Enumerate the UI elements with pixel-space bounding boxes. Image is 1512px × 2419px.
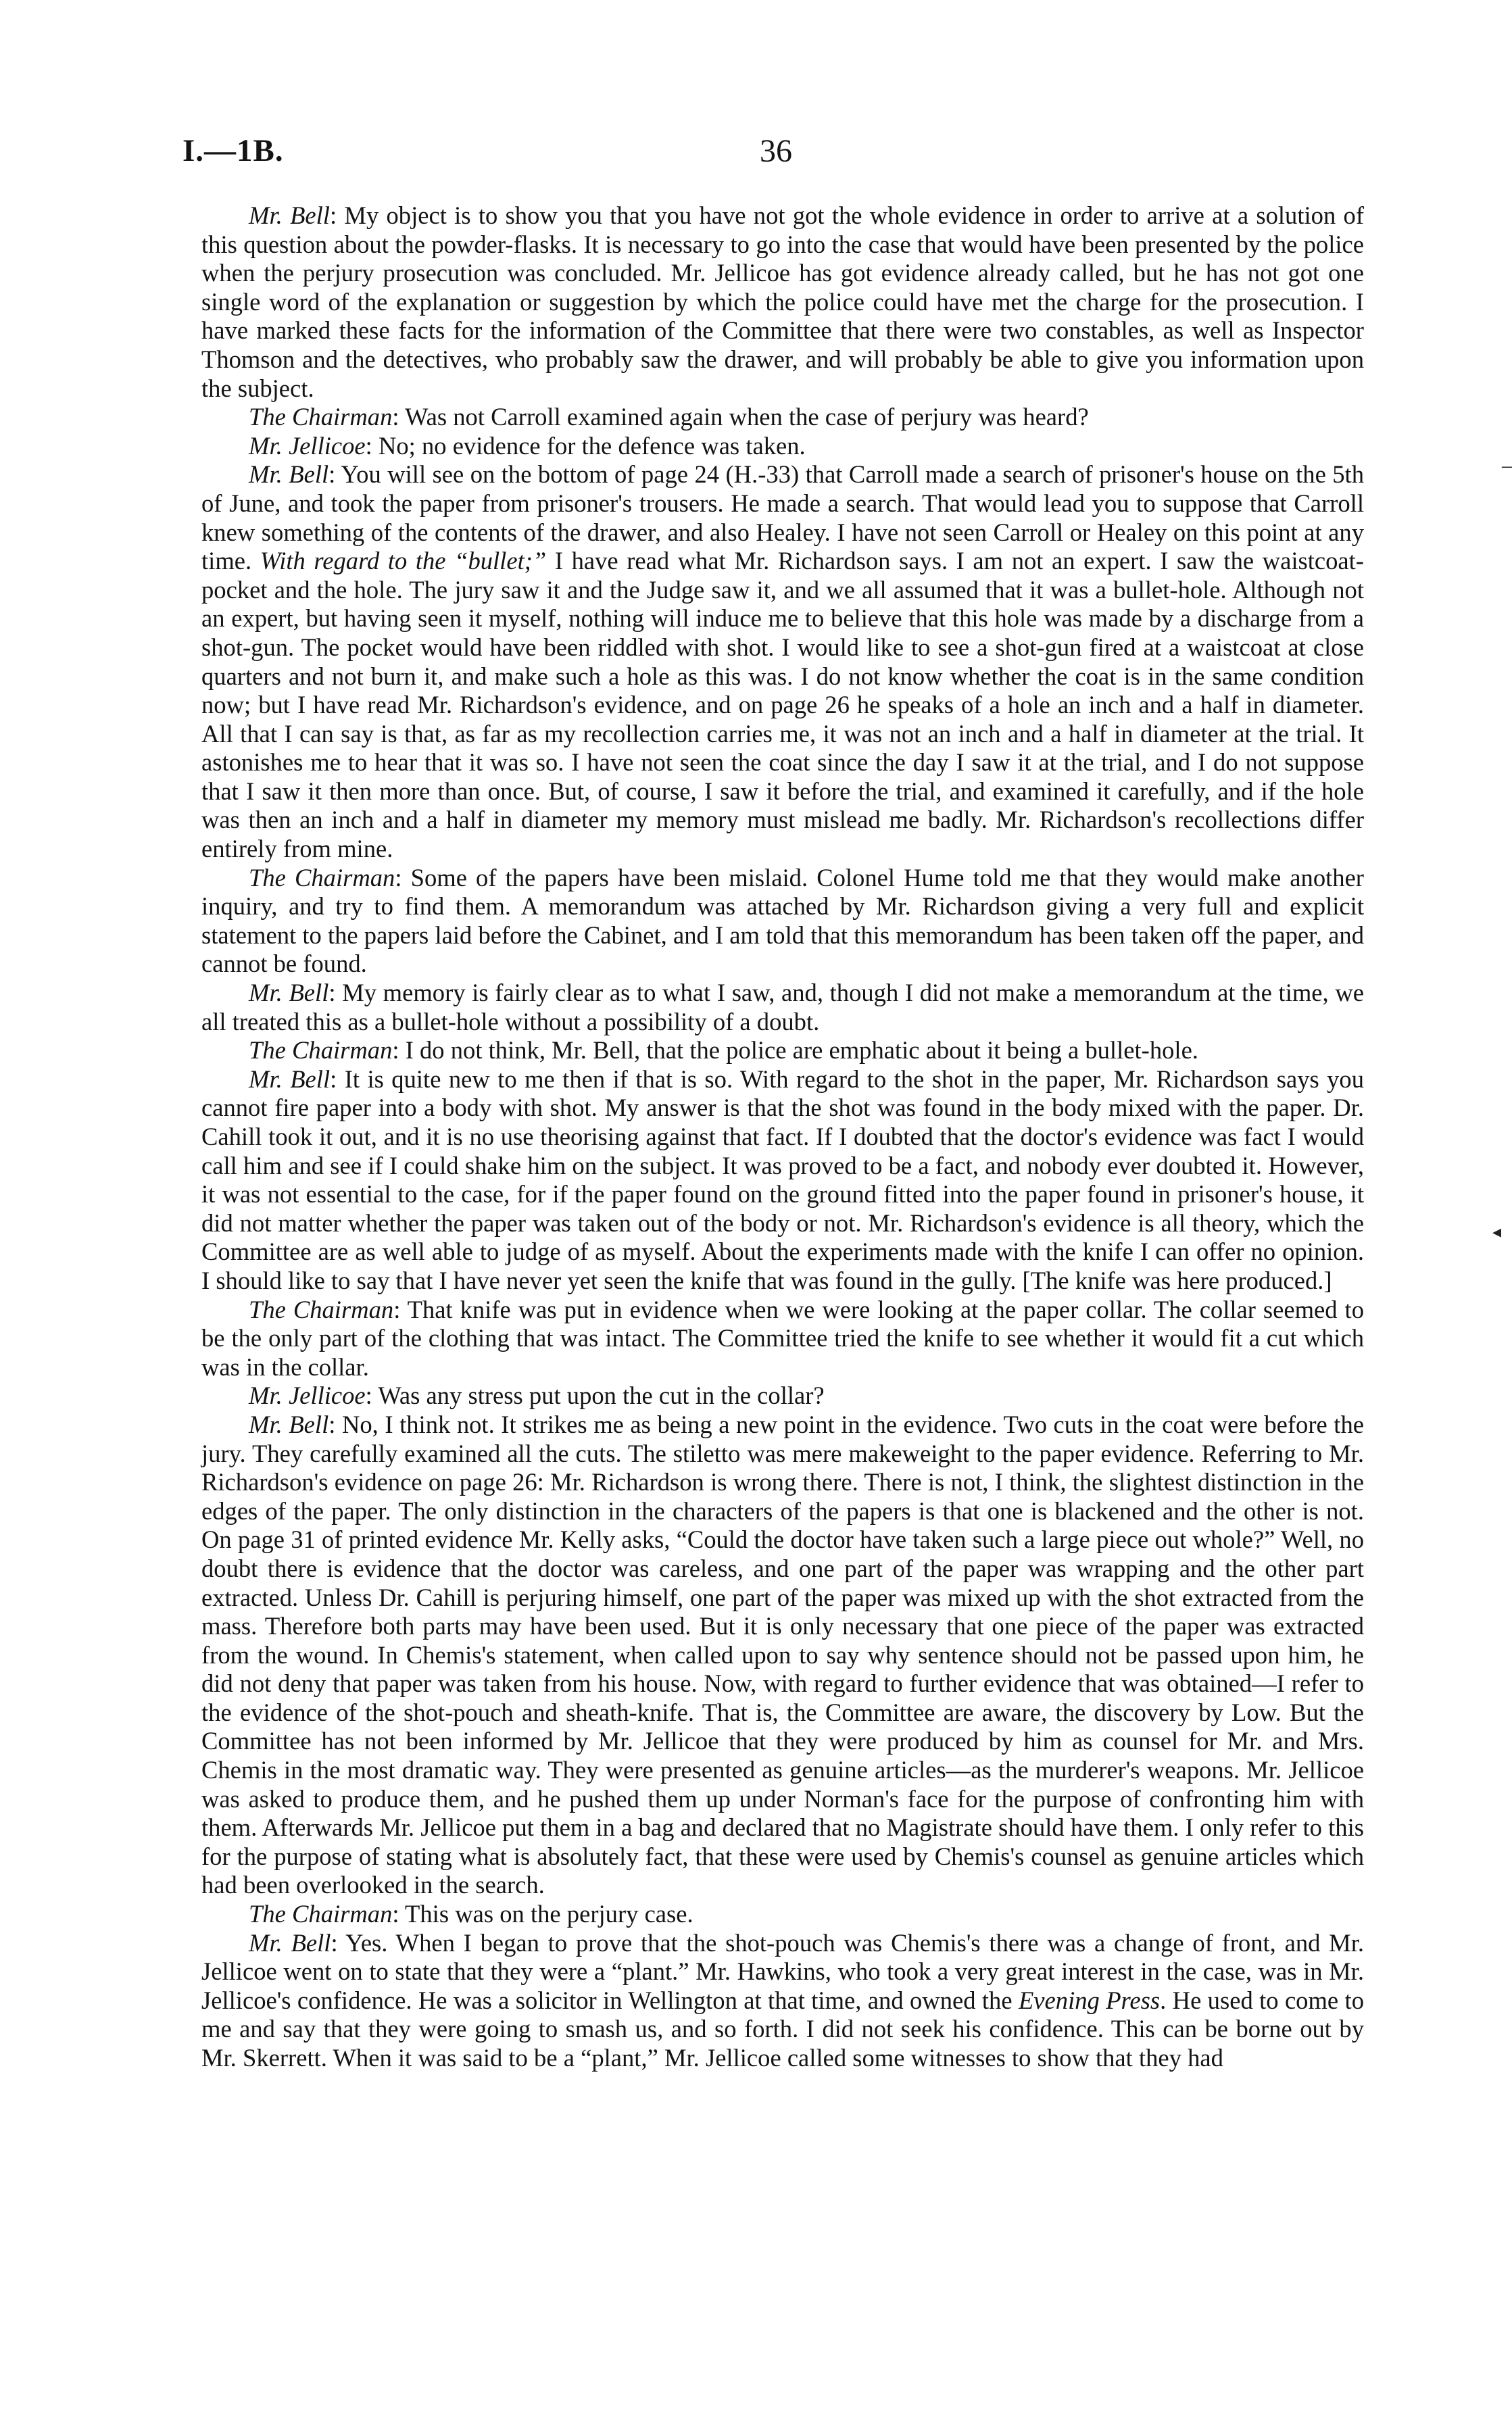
speaker: The Chairman [249,1036,393,1065]
speaker: Mr. Bell [249,979,329,1007]
speaker: The Chairman [249,403,393,431]
speech-continued: . He used to come to me and say that they were going to smash us, and so forth. I did not seek his confidence. This can be borne out by Mr. Skerrett. When it was said to be a “plant,” Mr. Jellicoe called some witnesses to show that they had [201,1986,1364,2072]
paragraph-3 [201,432,1364,461]
speech: : My memory is fairly clear as to what I saw, and, though I did not make a memorandum at the time, we all treated this as a bullet-hole without a possibility of a doubt. [201,979,1364,1035]
italic-phrase: Evening Press [1018,1986,1161,2014]
paragraph-2 [201,403,1364,432]
speech-continued: I have read what Mr. Richardson says. I am not an expert. I saw the waistcoat-pocket and the hole. The jury saw it and the Judge saw it, and we all assumed that it was a bullet-hole. Although not an expert, but having seen it myself, nothing will induce me to believe that this hole was made by a discharge from a shot-gun. The pocket would have been riddled with shot. I would like to see a shot-gun fired at a waistcoat at close quarters and not burn it, and make such a hole as this was. I do not know whether the coat is in the same condition now; but I have read Mr. Richardson's evidence, and on page 26 he speaks of a hole an inch and a half in diameter. All that I can say is that, as far as my recollection carries me, it was not an inch and a half in diameter at the trial. It astonishes me to hear that it was so. I have not seen the coat since the day I saw it at the trial, and I do not suppose that I saw it then more than once. But, of course, I saw it before the trial, and examined it carefully, and if the hole was then an inch and a half in diameter my memory must mislead me badly. Mr. Richardson's recollections differ entirely from mine. [201,547,1364,863]
speech: : This was on the perjury case. [392,1900,693,1928]
speech: : Yes. When I began to prove that the shot-pouch was Chemis's there was a change of front, and Mr. Jellicoe went on to state that they were a “plant.” Mr. Hawkins, who took a very great interest in the case, was in Mr. Jellicoe's confidence. He was a solicitor in Wellington at that time, and owned the [201,1928,1365,2014]
paragraph-11 [201,1411,1364,1900]
page-header [177,132,1360,180]
speaker: The Chairman [249,863,395,891]
margin-dash: – [1502,454,1512,477]
speech: : Was any stress put upon the cut in the collar? [365,1382,825,1410]
speaker: Mr. Bell [249,1065,331,1093]
margin-mark: ◂ [1492,1222,1502,1242]
speaker: The Chairman [249,1295,394,1323]
paragraph-5 [201,864,1364,979]
paragraph-6 [201,979,1364,1036]
speech: : Was not Carroll examined again when the case of perjury was heard? [392,403,1089,431]
paragraph-8 [201,1065,1364,1296]
paragraph-12 [201,1900,1364,1929]
paragraph-4 [201,460,1364,863]
italic-phrase: With regard to the “bullet;” [260,547,547,575]
document-reference: I.—1B. [182,133,284,168]
speech: : That knife was put in evidence when we were looking at the paper collar. The collar seemed to be the only part of the clothing that was intact. The Committee tried the knife to see whether it would fit a cut which was in the collar. [201,1295,1364,1381]
speaker: Mr. Bell [249,1928,331,1957]
paragraph-13 [201,1929,1364,2073]
speaker: Mr. Bell [249,201,330,229]
transcript-body [201,201,1364,2073]
speaker: Mr. Jellicoe [249,1382,366,1410]
paragraph-7 [201,1036,1364,1065]
paragraph-1 [201,201,1364,403]
speech: : You will see on the bottom of page 24 (H.-33) that Carroll made a search of prisoner's house on the 5th of June, and took the paper from prisoner's trousers. He made a search. That would lead you to suppose that Carroll knew something of the contents of the drawer, and also Healey. I have not seen Carroll or Healey on this point at any time. [201,460,1364,575]
speaker: Mr. Bell [249,1410,329,1438]
paragraph-10 [201,1382,1364,1411]
speech: : No, I think not. It strikes me as being a new point in the evidence. Two cuts in the coat were before the jury. They carefully examined all the cuts. The stiletto was mere makeweight to the paper evidence. Referring to Mr. Richardson's evidence on page 26: Mr. Richardson is wrong there. There is not, I think, the slightest distinction in the edges of the paper. The only distinction in the characters of the papers is that one is blackened and the other is not. On page 31 of printed evidence Mr. Kelly asks, “Could the doctor have taken such a large piece out whole?” Well, no doubt there is evidence that the doctor was careless, and one part of the paper was wrapping and the other part extracted. Unless Dr. Cahill is perjuring himself, one part of the paper was mixed up with the shot extracted from the mass. Therefore both parts may have been used. But it is only necessary that one piece of the paper was extracted from the wound. In Chemis's statement, when called upon to say why sentence should not be passed upon him, he did not deny that paper was taken from his house. Now, with regard to further evidence that was obtained—I refer to the evidence of the shot-pouch and sheath-knife. That is, the Committee are aware, the discovery by Low. But the Committee has not been informed by Mr. Jellicoe that they were produced by him as counsel for Mr. and Mrs. Chemis in the most dramatic way. They were presented as genuine articles—as the murderer's weapons. Mr. Jellicoe was asked to produce them, and he pushed them up under Norman's face for the purpose of confronting him with them. Afterwards Mr. Jellicoe put them in a bag and declared that no Magistrate should have them. I only refer to this for the purpose of stating what is absolutely fact, that these were used by Chemis's counsel as genuine articles which had been overlooked in the search. [201,1410,1364,1899]
speaker: Mr. Jellicoe [249,431,366,460]
speech: : I do not think, Mr. Bell, that the police are emphatic about it being a bullet-hole. [392,1036,1198,1065]
paragraph-9 [201,1296,1364,1382]
speaker: Mr. Bell [249,460,329,489]
speech: : Some of the papers have been mislaid. Colonel Hume told me that they would make another inquiry, and try to find them. A memorandum was attached by Mr. Richardson giving a very full and explicit statement to the papers laid before the Cabinet, and I am told that this memorandum has been taken off the paper, and cannot be found. [201,863,1364,978]
page-number: 36 [760,133,792,169]
speech: : It is quite new to me then if that is so. With regard to the shot in the paper, Mr. Richardson says you cannot fire paper into a body with shot. My answer is that the shot was found in the body mixed with the paper. Dr. Cahill took it out, and it is no use theorising against that fact. If I doubted that the doctor's evidence was fact I would call him and see if I could shake him on the subject. It was proved to be a fact, and nobody ever doubted it. However, it was not essential to the case, for if the paper found on the ground fitted into the paper found in prisoner's house, it did not matter whether the paper was taken out of the body or not. Mr. Richardson's evidence is all theory, which the Committee are as well able to judge of as myself. About the experiments made with the knife I can offer no opinion. I should like to say that I have never yet seen the knife that was found in the gully. [The knife was here produced.] [201,1065,1364,1294]
speech: : My object is to show you that you have not got the whole evidence in order to arrive at a solution of this question about the powder-flasks. It is necessary to go into the case that would have been presented by the police when the perjury prosecution was concluded. Mr. Jellicoe has got evidence already called, but he has not got one single word of the explanation or suggestion by which the police could have met the charge for the prosecution. I have marked these facts for the information of the Committee that there were two constables, as well as Inspector Thomson and the detectives, who probably saw the drawer, and will probably be able to give you information upon the subject. [201,201,1364,402]
speaker: The Chairman [249,1900,393,1928]
speech: : No; no evidence for the defence was taken. [365,431,806,460]
